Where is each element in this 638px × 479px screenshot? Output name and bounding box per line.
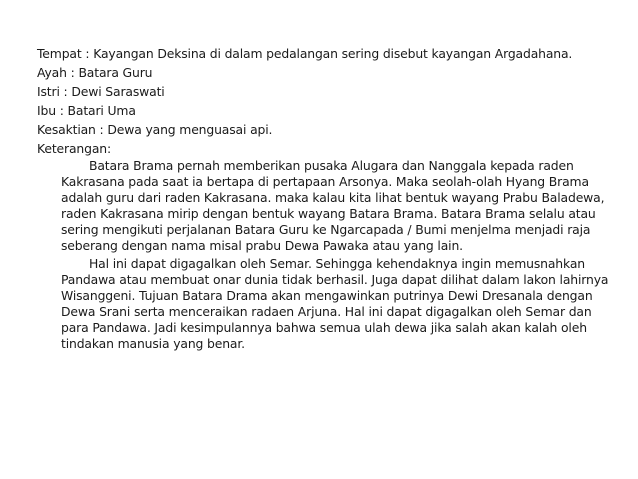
field-kesaktian: Kesaktian : Dewa yang menguasai api. <box>37 122 273 137</box>
field-ibu: Ibu : Batari Uma <box>37 103 136 118</box>
field-label-ayah: Ayah <box>37 65 67 80</box>
keterangan-paragraph-2: Hal ini dapat digagalkan oleh Semar. Sehingga kehendaknya ingin memusnahkan Pandawa atau membuat onar dunia tidak berhasil. Juga dapat dilihat dalam lakon lahirnya Wisanggeni. Tujuan Batara Drama akan mengawinkan putrinya Dewi Dresanala dengan Dewa Srani serta menceraikan radaen Arjuna. Hal ini dapat digagalkan oleh Semar dan para Pandawa. Jadi kesimpulannya bahwa semua ulah dewa jika salah akan kalah oleh tindakan manusia yang benar. <box>61 256 609 351</box>
slide-body <box>37 44 627 352</box>
field-istri: Istri : Dewi Saraswati <box>37 84 165 99</box>
field-value-ayah: Batara Guru <box>78 65 153 80</box>
field-label-kesaktian: Kesaktian <box>37 122 96 137</box>
field-label-istri: Istri <box>37 84 60 99</box>
field-tempat: Tempat : Kayangan Deksina di dalam pedalangan sering disebut kayangan Argadahana. <box>37 46 573 61</box>
field-value-istri: Dewi Saraswati <box>71 84 165 99</box>
field-ayah: Ayah : Batara Guru <box>37 65 153 80</box>
keterangan-label: Keterangan: <box>37 141 111 156</box>
field-value-kesaktian: Dewa yang menguasai api. <box>107 122 273 137</box>
field-value-tempat: Kayangan Deksina di dalam pedalangan sering disebut kayangan Argadahana. <box>93 46 573 61</box>
field-label-tempat: Tempat <box>37 46 82 61</box>
keterangan-paragraph-1: Batara Brama pernah memberikan pusaka Alugara dan Nanggala kepada raden Kakrasana pada saat ia bertapa di pertapaan Arsonya. Maka seolah-olah Hyang Brama adalah guru dari raden Kakrasana. maka kalau kita lihat bentuk wayang Prabu Baladewa, raden Kakrasana mirip dengan bentuk wayang Batara Brama. Batara Brama selalu atau sering mengikuti perjalanan Batara Guru ke Ngarcapada / Bumi menjelma menjadi raja seberang dengan nama misal prabu Dewa Pawaka atau yang lain. <box>61 158 605 253</box>
field-value-ibu: Batari Uma <box>67 103 136 118</box>
field-label-ibu: Ibu <box>37 103 56 118</box>
